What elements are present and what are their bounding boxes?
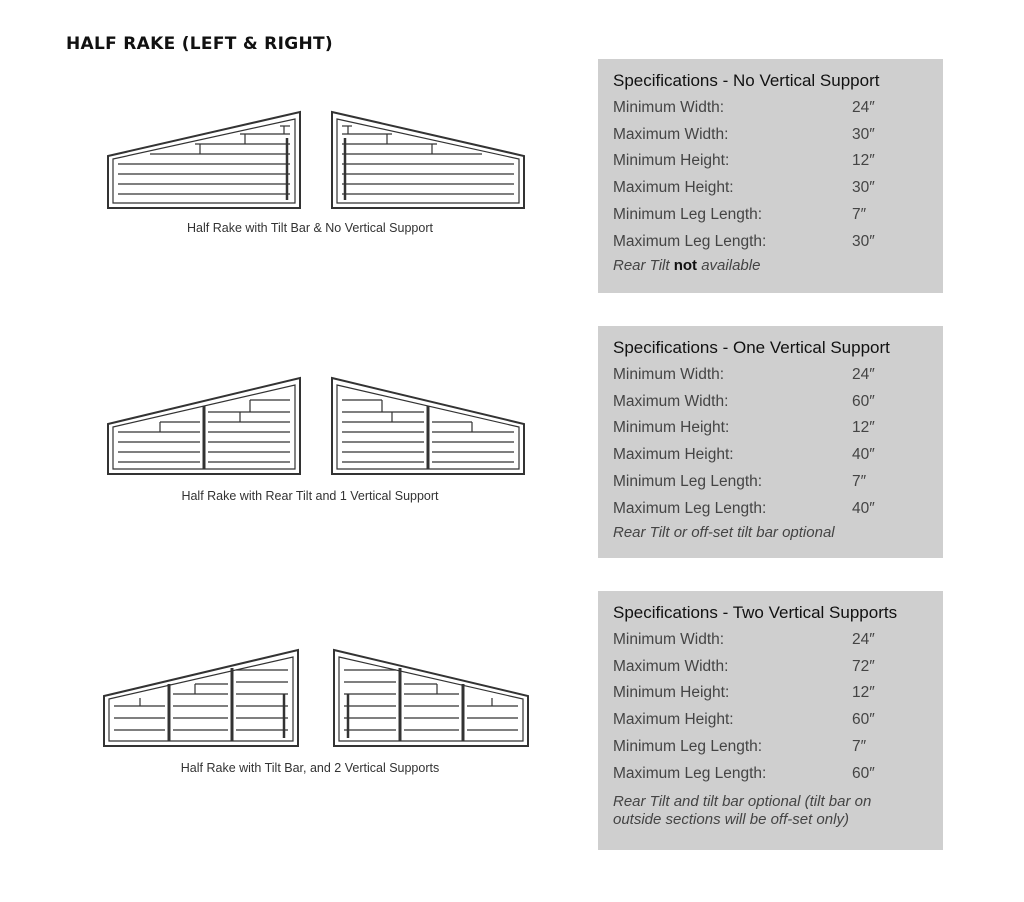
half-rake-no-support-illustration xyxy=(100,108,540,212)
spec-value: 60″ xyxy=(852,764,875,782)
diagram-caption: Half Rake with Tilt Bar, and 2 Vertical Supports xyxy=(180,761,440,775)
spec-row xyxy=(613,627,929,654)
half-rake-one-support-illustration xyxy=(100,376,540,480)
half-rake-two-supports-illustration xyxy=(100,648,540,752)
spec-row xyxy=(613,415,929,442)
spec-label: Minimum Leg Length: xyxy=(613,737,763,755)
spec-row xyxy=(613,654,929,681)
spec-value: 72″ xyxy=(852,657,875,675)
spec-value: 24″ xyxy=(852,631,875,648)
spec-label: Minimum Width: xyxy=(613,631,725,648)
spec-row xyxy=(613,229,929,256)
spec-title: Specifications - No Vertical Support xyxy=(613,71,880,90)
spec-label: Minimum Leg Length: xyxy=(613,205,763,223)
spec-box-no-vertical-support xyxy=(598,59,943,293)
spec-label: Minimum Leg Length: xyxy=(613,472,763,490)
spec-row xyxy=(613,680,929,707)
diagram-caption: Half Rake with Rear Tilt and 1 Vertical Support xyxy=(181,489,439,503)
diagram-one-vertical-support xyxy=(100,376,540,486)
spec-label: Minimum Width: xyxy=(613,366,725,383)
spec-note xyxy=(613,257,929,275)
spec-value: 12″ xyxy=(852,419,875,437)
spec-label: Minimum Height: xyxy=(613,684,730,702)
spec-label: Maximum Width: xyxy=(613,657,729,675)
spec-note-emphasis: not xyxy=(673,257,698,275)
spec-label: Minimum Width: xyxy=(613,99,725,116)
spec-value: 24″ xyxy=(852,366,875,383)
spec-label: Minimum Height: xyxy=(613,152,730,170)
spec-row xyxy=(613,761,929,788)
diagram-no-vertical-support xyxy=(100,108,540,218)
spec-value: 7″ xyxy=(852,472,867,490)
spec-title: Specifications - Two Vertical Supports xyxy=(613,603,898,622)
spec-row xyxy=(613,148,929,175)
spec-row xyxy=(613,469,929,496)
spec-label: Maximum Leg Length: xyxy=(613,764,767,782)
spec-label: Maximum Leg Length: xyxy=(613,499,767,517)
spec-value: 40″ xyxy=(852,446,875,464)
spec-value: 7″ xyxy=(852,737,867,755)
spec-box-two-vertical-supports xyxy=(598,591,943,850)
spec-value: 30″ xyxy=(852,125,875,143)
spec-note-post: available xyxy=(697,257,761,275)
spec-label: Maximum Width: xyxy=(613,125,729,143)
spec-value: 12″ xyxy=(852,152,875,170)
spec-label: Maximum Height: xyxy=(613,179,734,197)
spec-note: Rear Tilt and tilt bar optional (tilt bar on outside sections will be off-set only) xyxy=(613,793,872,829)
spec-value: 30″ xyxy=(852,179,875,197)
diagram-caption: Half Rake with Tilt Bar & No Vertical Support xyxy=(187,221,433,235)
spec-row xyxy=(613,389,929,416)
spec-row xyxy=(613,122,929,149)
spec-row xyxy=(613,734,929,761)
spec-box-one-vertical-support xyxy=(598,326,943,558)
spec-value: 60″ xyxy=(852,711,875,729)
spec-note-pre: Rear Tilt xyxy=(613,257,674,275)
spec-row xyxy=(613,496,929,523)
spec-label: Maximum Leg Length: xyxy=(613,232,767,250)
spec-row xyxy=(613,95,929,122)
spec-label: Minimum Height: xyxy=(613,419,730,437)
spec-label: Maximum Width: xyxy=(613,392,729,410)
spec-row xyxy=(613,362,929,389)
spec-value: 40″ xyxy=(852,499,875,517)
spec-title: Specifications - One Vertical Support xyxy=(613,338,890,357)
spec-row xyxy=(613,442,929,469)
spec-value: 24″ xyxy=(852,99,875,116)
spec-label: Maximum Height: xyxy=(613,446,734,464)
spec-value: 7″ xyxy=(852,205,867,223)
spec-note: Rear Tilt or off-set tilt bar optional xyxy=(613,524,835,542)
spec-row xyxy=(613,175,929,202)
spec-row xyxy=(613,707,929,734)
spec-row xyxy=(613,202,929,229)
spec-value: 12″ xyxy=(852,684,875,702)
diagram-two-vertical-supports xyxy=(100,648,540,758)
spec-value: 60″ xyxy=(852,392,875,410)
spec-value: 30″ xyxy=(852,232,875,250)
spec-label: Maximum Height: xyxy=(613,711,734,729)
page-title: HALF RAKE (LEFT & RIGHT) xyxy=(66,34,333,54)
